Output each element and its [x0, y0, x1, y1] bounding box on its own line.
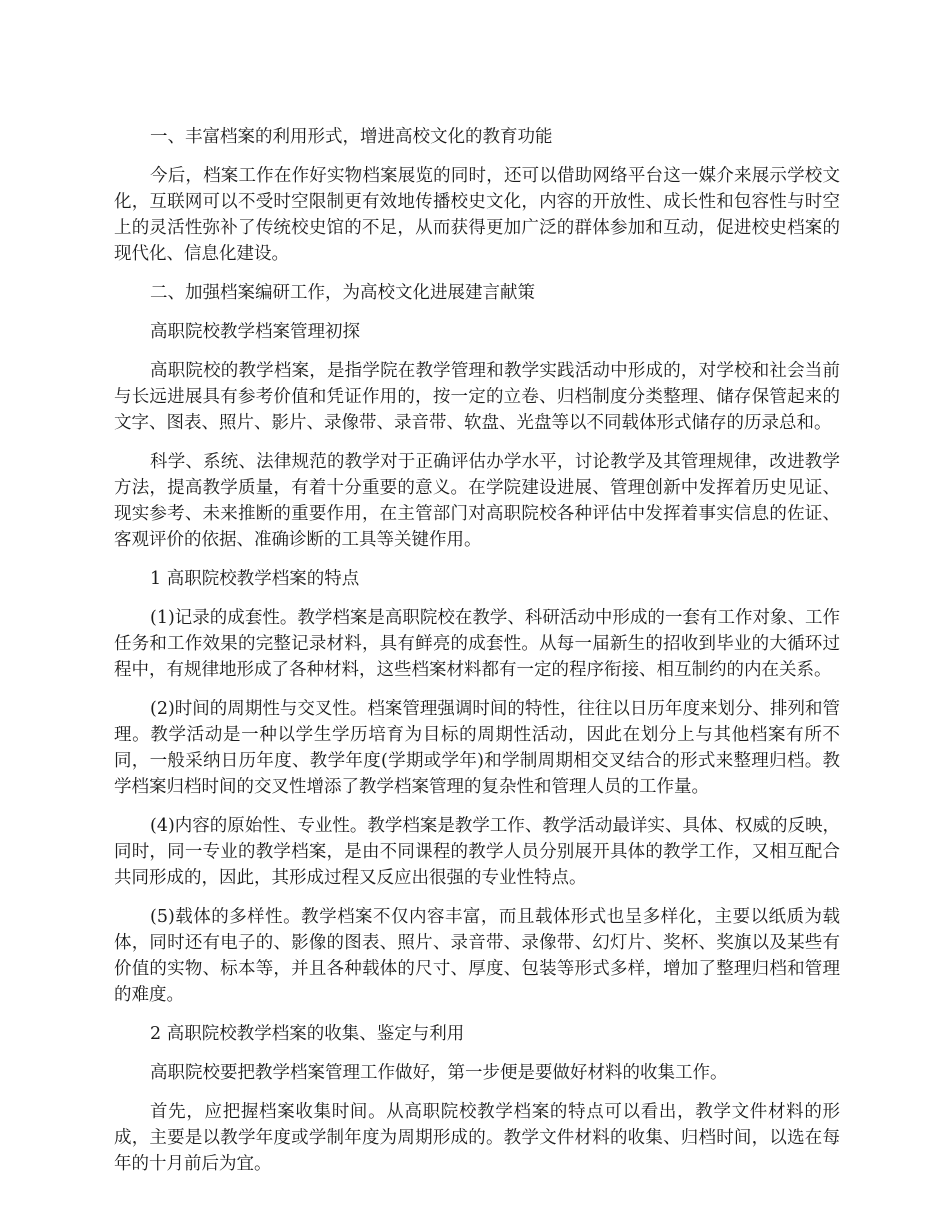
- paragraph: (2)时间的周期性与交叉性。档案管理强调时间的特性，往往以日历年度来划分、排列和管理。教学活动是一种以学生学历培育为目标的周期性活动，因此在划分上与其他档案有所不同，一般采纳日历年度、教学年度(学期或学年)和学制周期相交叉结合的形式来整理归档。教学档案归档时间的交叉性增添了教学档案管理的复杂性和管理人员的工作量。: [114, 699, 840, 797]
- paragraph: 首先，应把握档案收集时间。从高职院校教学档案的特点可以看出，教学文件材料的形成，主要是以教学年度或学制年度为周期形成的。教学文件材料的收集、归档时间，以选在每年的十月前后为宜。: [114, 1102, 840, 1174]
- section-heading-2: 二、加强档案编研工作，为高校文化进展建言献策: [150, 283, 535, 303]
- document-body: [114, 124, 840, 1190]
- paragraph: 今后，档案工作在作好实物档案展览的同时，还可以借助网络平台这一媒介来展示学校文化，互联网可以不受时空限制更有效地传播校史文化，内容的开放性、成长性和包容性与时空上的灵活性弥补了传统校史馆的不足，从而获得更加广泛的群体参加和互动，促进校史档案的现代化、信息化建设。: [114, 166, 840, 264]
- section-heading-4: 2 高职院校教学档案的收集、鉴定与利用: [150, 1024, 465, 1044]
- section-heading-3: 1 高职院校教学档案的特点: [150, 569, 360, 589]
- paragraph: 高职院校的教学档案，是指学院在教学管理和教学实践活动中形成的，对学校和社会当前与长远进展具有参考价值和凭证作用的，按一定的立卷、归档制度分类整理、储存保管起来的文字、图表、照片、影片、录像带、录音带、软盘、光盘等以不同载体形式储存的历录总和。: [114, 361, 840, 433]
- section-heading-1: 一、丰富档案的利用形式，增进高校文化的教育功能: [150, 127, 553, 147]
- paragraph: (5)载体的多样性。教学档案不仅内容丰富，而且载体形式也呈多样化，主要以纸质为载体，同时还有电子的、影像的图表、照片、录音带、录像带、幻灯片、奖杯、奖旗以及某些有价值的实物、标本等，并且各种载体的尺寸、厚度、包装等形式多样，增加了整理归档和管理的难度。: [114, 907, 840, 1005]
- paragraph: (4)内容的原始性、专业性。教学档案是教学工作、教学活动最详实、具体、权威的反映，同时，同一专业的教学档案，是由不同课程的教学人员分别展开具体的教学工作，又相互配合共同形成的，因此，其形成过程又反应出很强的专业性特点。: [114, 816, 840, 888]
- paragraph: 高职院校要把教学档案管理工作做好，第一步便是要做好材料的收集工作。: [150, 1063, 728, 1083]
- paragraph: 科学、系统、法律规范的教学对于正确评估办学水平，讨论教学及其管理规律，改进教学方法，提高教学质量，有着十分重要的意义。在学院建设进展、管理创新中发挥着历史见证、现实参考、未来推断的重要作用，在主管部门对高职院校各种评估中发挥着事实信息的佐证、客观评价的依据、准确诊断的工具等关键作用。: [114, 452, 840, 550]
- article-title: 高职院校教学档案管理初探: [150, 322, 360, 342]
- paragraph: (1)记录的成套性。教学档案是高职院校在教学、科研活动中形成的一套有工作对象、工作任务和工作效果的完整记录材料，具有鲜亮的成套性。从每一届新生的招收到毕业的大循环过程中，有规律地形成了各种材料，这些档案材料都有一定的程序衔接、相互制约的内在关系。: [114, 608, 840, 680]
